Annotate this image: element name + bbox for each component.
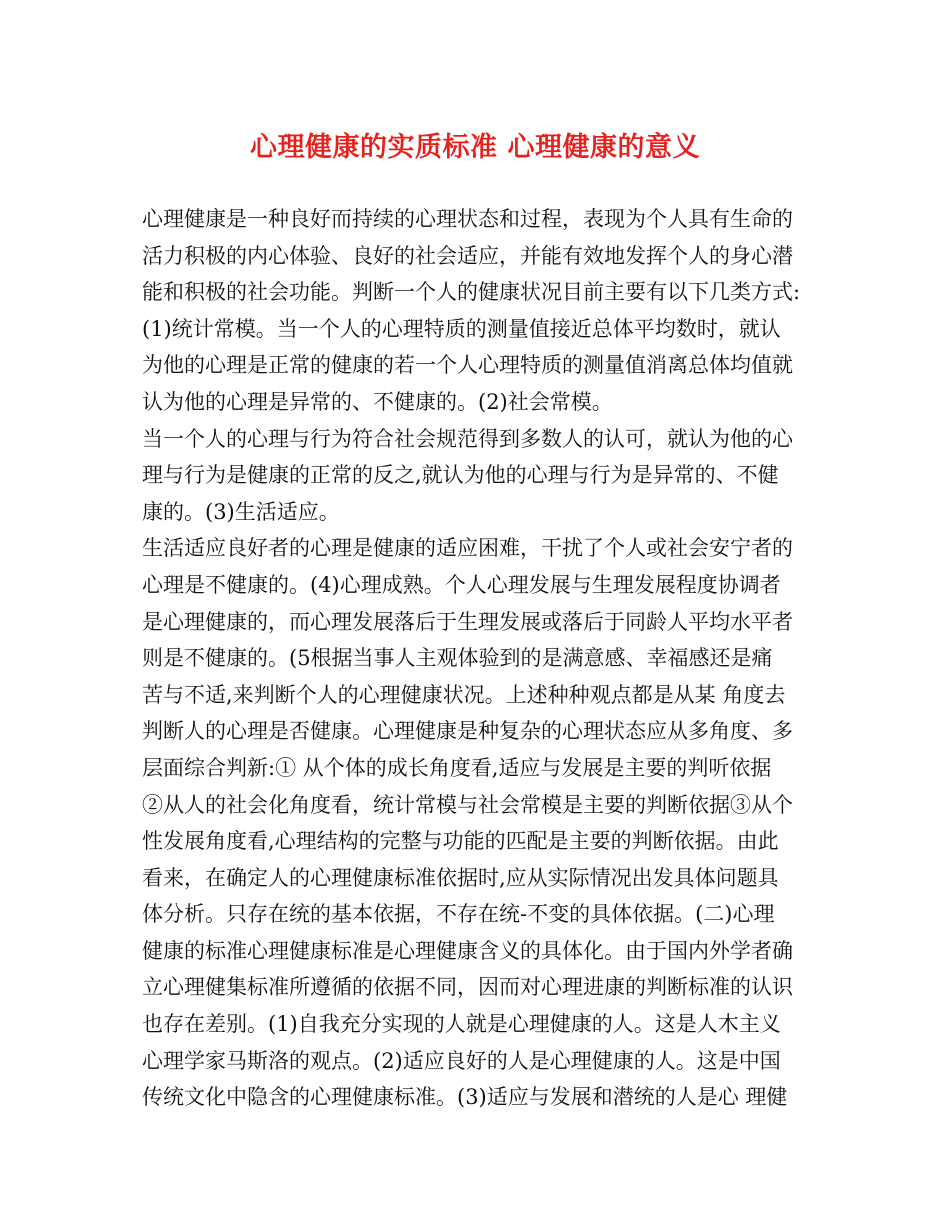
body-line: 心理学家马斯洛的观点。(2)适应良好的人是心理健康的人。这是中国 [142, 1048, 781, 1073]
body-line: 则是不健康的。(5根据当事人主观体验到的是满意感、幸福感还是痛 [142, 646, 773, 671]
body-line: 康的。(3)生活适应。 [142, 499, 340, 524]
body-line: 立心理健集标准所遵循的依据不同，因而对心理进康的判断标准的认识 [142, 975, 793, 1000]
body-line: 是心理健康的，而心理发展落后于生理发展或落后于同龄人平均水平者 [142, 609, 793, 634]
body-line: 苦与不适,来判断个人的心理健康状况。上述种种观点都是从某 角度去 [142, 682, 786, 707]
body-line: 看来，在确定人的心理健康标准依据时,应从实际情况出发具体问题具 [142, 865, 779, 890]
body-line: 传统文化中隐含的心理健康标准。(3)适应与发展和潜统的人是心 理健 [142, 1085, 788, 1110]
body-line: ②从人的社会化角度看，统计常模与社会常模是主要的判断依据③从个 [142, 792, 793, 817]
body-line: 能和积极的社会功能。判断一个人的健康状况目前主要有以下几类方式: [142, 280, 801, 305]
body-line: 生活适应良好者的心理是健康的适应困难，干扰了个人或社会安宁者的 [142, 536, 793, 561]
body-line: 也存在差别。(1)自我充分实现的人就是心理健康的人。这是人木主义 [142, 1012, 781, 1037]
document-body [142, 201, 812, 1116]
body-line: 心理是不健康的。(4)心理成熟。个人心理发展与生理发展程度协调者 [142, 572, 781, 597]
body-line: 心理健康是一种良好而持续的心理状态和过程，表现为个人具有生命的 [142, 207, 793, 231]
body-line: 体分析。只存在统的基本依据，不存在统-不变的具体依据。(二)心理 [142, 902, 775, 927]
body-line: (1)统计常模。当一个人的心理特质的测量值接近总体平均数时，就认 [142, 316, 781, 341]
body-line: 层面综合判新:① 从个体的成长角度看,适应与发展是主要的判听依据 [142, 755, 772, 780]
body-line: 判断人的心理是否健康。心理健康是种复杂的心理状态应从多角度、多 [142, 719, 793, 744]
body-line: 为他的心理是正常的健康的若一个人心理特质的测量值消离总体均值就 [142, 353, 793, 378]
body-line: 健康的标准心理健康标准是心理健康含义的具体化。由于国内外学者确 [142, 938, 793, 963]
body-line: 理与行为是健康的正常的反之,就认为他的心理与行为是异常的、不健 [142, 463, 779, 488]
body-line: 性发展角度看,心理结构的完整与功能的匹配是主要的判断依据。由此 [142, 829, 779, 854]
body-line: 活力积极的内心体验、良好的社会适应，并能有效地发挥个人的身心潜 [142, 243, 793, 268]
body-line: 当一个人的心理与行为符合社会规范得到多数人的认可，就认为他的心 [142, 426, 793, 451]
document-title: 心理健康的实质标准 心理健康的意义 [250, 132, 700, 163]
body-line: 认为他的心理是异常的、不健康的。(2)社会常模。 [142, 389, 613, 414]
